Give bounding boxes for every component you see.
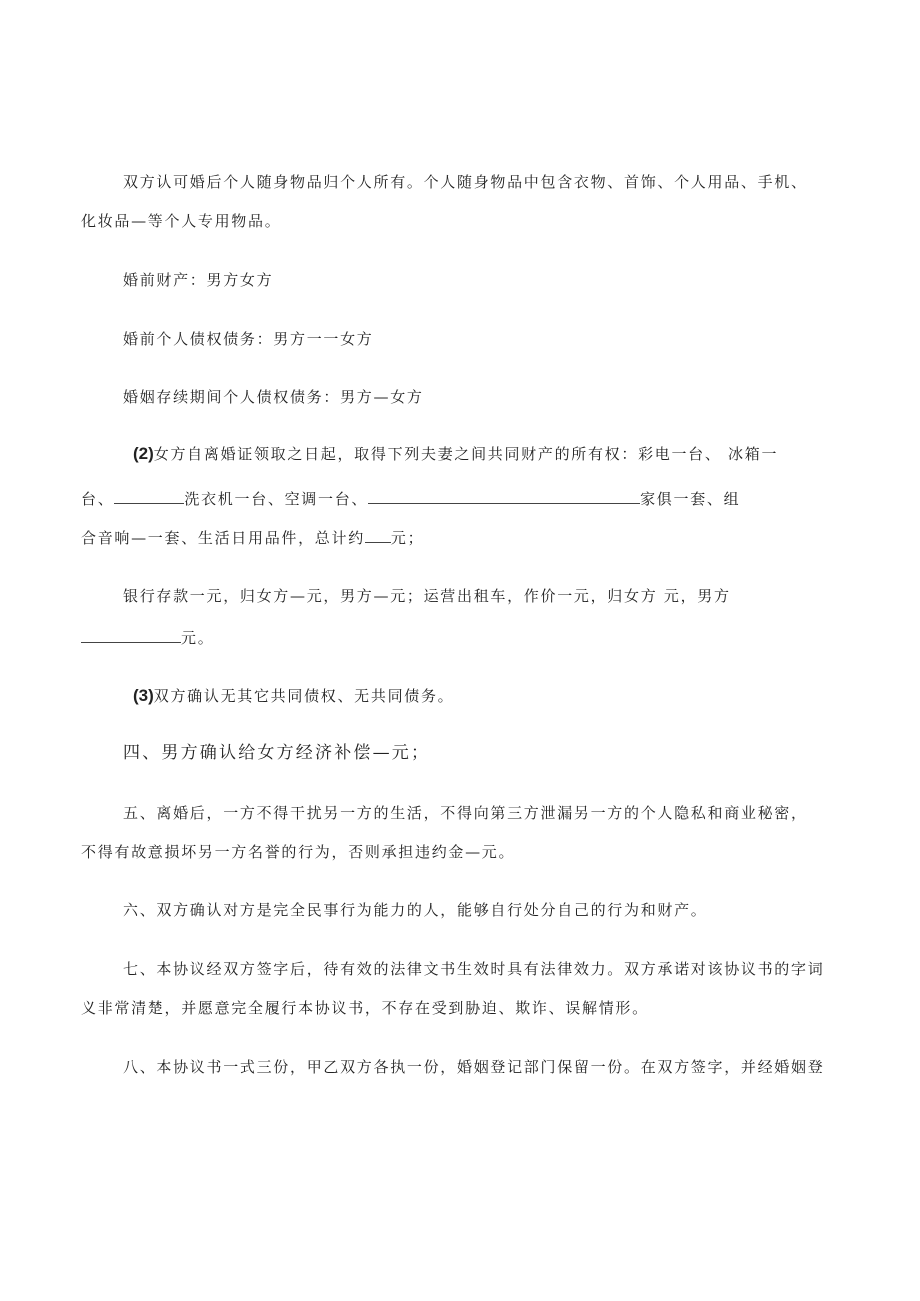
paragraph-line: 婚前个人债权债务：男方一一女方 [123,330,374,348]
paragraph-line [133,686,454,706]
paragraph-text: 双方确认无其它共同债权、无共同债务。 [153,687,455,705]
paragraph-line: 五、离婚后，一方不得干扰另一方的生活，不得向第三方泄漏另一方的个人隐私和商业秘密， [123,804,808,822]
paragraph-text: 女方自离婚证领取之日起，取得下列夫妻之间共同财产的所有权：彩电一台、 冰箱一 [153,445,779,463]
paragraph-line: 七、本协议经双方签字后，待有效的法律文书生效时具有法律效力。双方承诺对该协议书的字词 [123,960,825,978]
section-heading: 四、男方确认给女方经济补偿—元； [123,743,431,763]
item-number: (3) [133,686,154,705]
fill-blank [81,628,181,643]
paragraph-text: 元。 [181,629,215,647]
fill-blank [114,489,184,504]
paragraph-text: 家俱一套、组 [640,490,741,508]
paragraph-line: 六、双方确认对方是完全民事行为能力的人，能够自行处分自己的行为和财产。 [123,901,708,919]
paragraph-text: 元； [390,529,425,547]
paragraph-line: 婚姻存续期间个人债权债务：男方—女方 [123,388,424,406]
paragraph-line [81,628,214,648]
paragraph-text: 合音响—一套、生活日用品件，总计约 [81,529,365,547]
paragraph-line [133,444,778,464]
paragraph-line: 银行存款一元，归女方—元，男方—元；运营出租车，作价一元，归女方 元，男方 [123,587,731,605]
item-number: (2) [133,444,154,463]
paragraph-line: 化妆品—等个人专用物品。 [81,212,282,230]
paragraph-line [81,528,424,548]
paragraph-line [81,489,740,509]
paragraph-line: 不得有故意损坏另一方名誉的行为，否则承担违约金—元。 [81,843,516,861]
paragraph-line: 婚前财产：男方女方 [123,271,274,289]
paragraph-text: 洗衣机一台、空调一台、 [184,490,369,508]
paragraph-text: 台、 [81,490,115,508]
fill-blank [365,528,391,543]
paragraph-line: 双方认可婚后个人随身物品归个人所有。个人随身物品中包含衣物、首饰、个人用品、手机、 [123,173,808,191]
paragraph-line: 义非常清楚，并愿意完全履行本协议书，不存在受到胁迫、欺诈、误解情形。 [81,999,649,1017]
fill-blank [368,489,640,504]
paragraph-line: 八、本协议书一式三份，甲乙双方各执一份，婚姻登记部门保留一份。在双方签字，并经婚姻登 [123,1058,825,1076]
